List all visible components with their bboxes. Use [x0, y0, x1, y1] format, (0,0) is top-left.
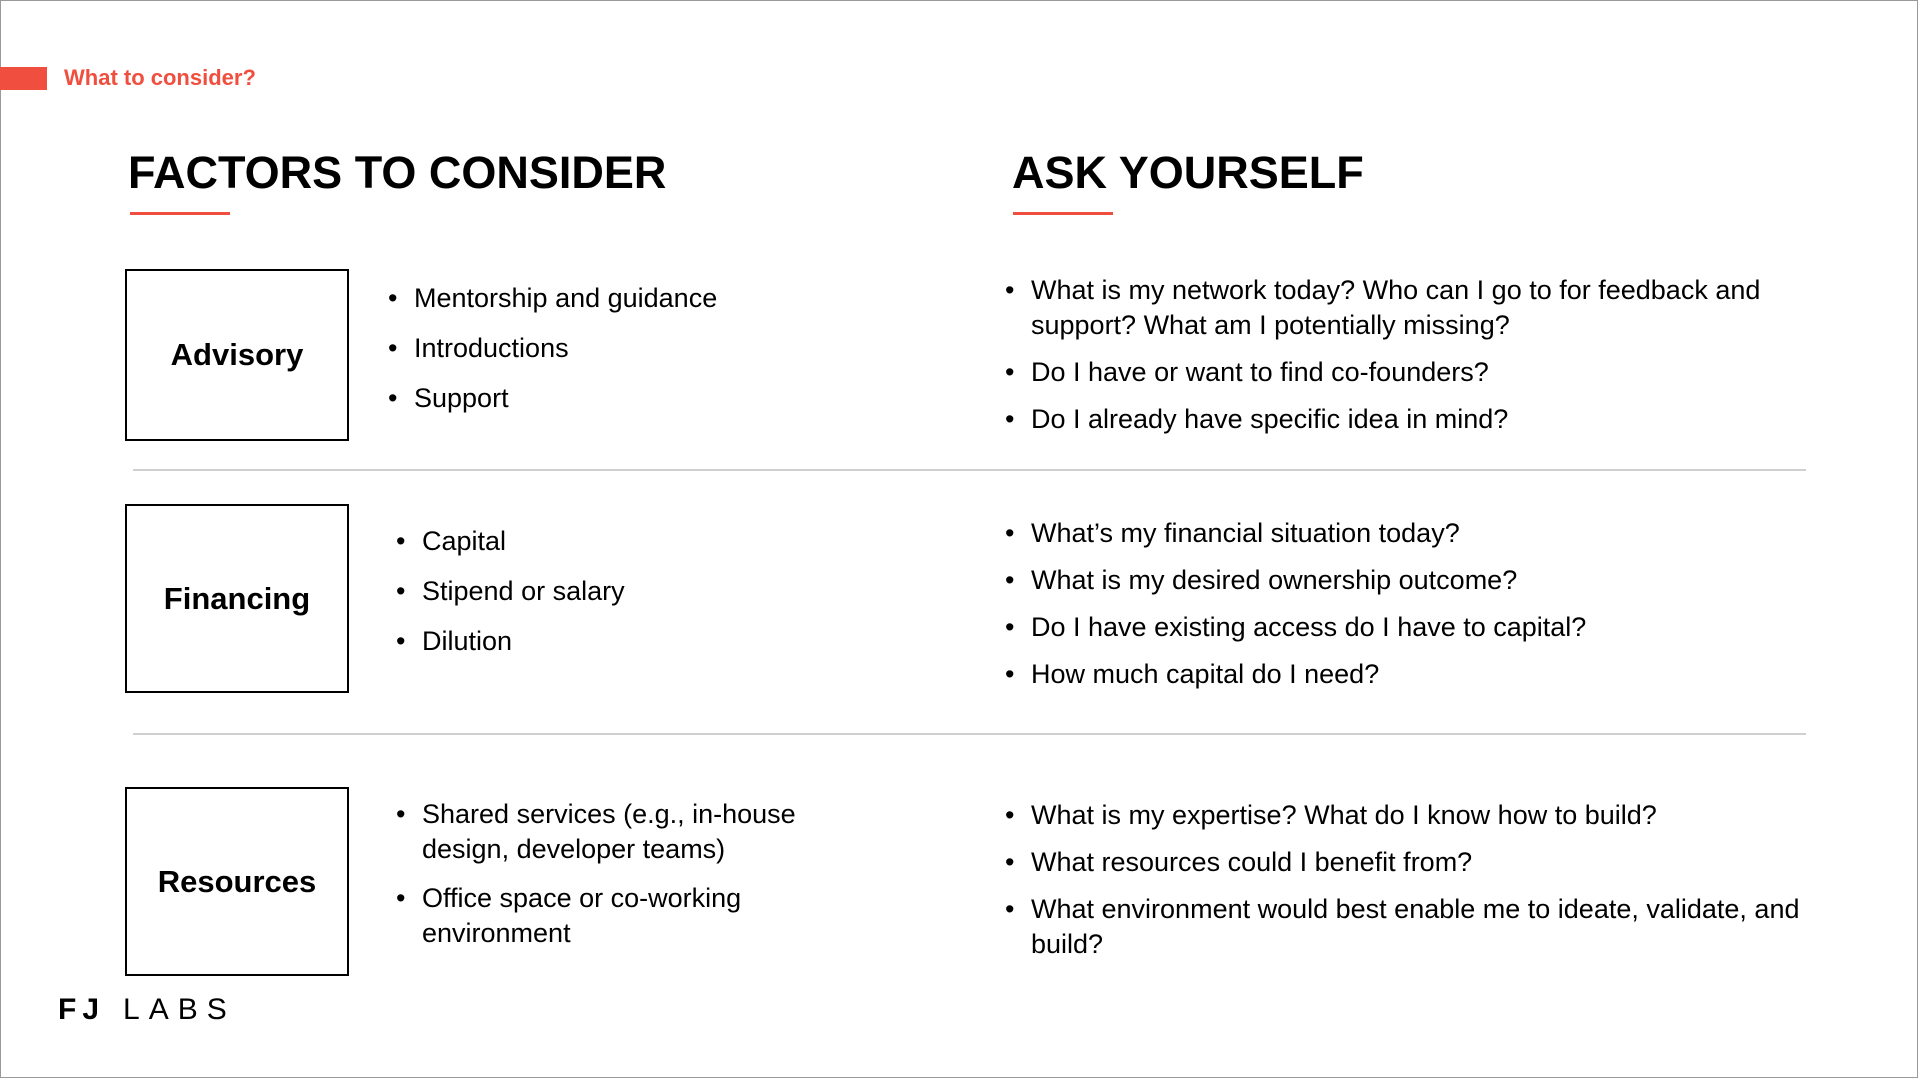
resources-questions-list	[1005, 798, 1805, 974]
list-item: • Mentorship and guidance	[388, 281, 717, 316]
section-tag-bar	[0, 67, 47, 90]
logo-fj: FJ	[58, 993, 106, 1026]
section-tag-label: What to consider?	[64, 65, 256, 90]
list-item: • What environment would best enable me to ideate, validate, and build?	[1005, 892, 1805, 962]
logo-labs: LABS	[123, 993, 236, 1026]
list-item: • What’s my financial situation today?	[1005, 516, 1805, 551]
list-item: • Support	[388, 381, 717, 416]
advisory-questions-list	[1005, 273, 1805, 449]
list-item: • Capital	[396, 524, 625, 559]
list-item: • Stipend or salary	[396, 574, 625, 609]
financing-questions-list	[1005, 516, 1805, 704]
list-item: • What is my desired ownership outcome?	[1005, 563, 1805, 598]
factors-heading-underline	[130, 212, 230, 215]
list-item: • What is my network today? Who can I go to for feedback and support? What am I potentially missing?	[1005, 273, 1805, 343]
factor-box-resources	[125, 787, 349, 976]
factor-box-financing	[125, 504, 349, 693]
list-item: • Do I have existing access do I have to capital?	[1005, 610, 1805, 645]
list-item: • Office space or co-working environment	[396, 881, 856, 951]
ask-yourself-heading-underline	[1013, 212, 1113, 215]
financing-considerations-list	[396, 524, 625, 674]
factor-label: Resources	[157, 863, 317, 899]
factor-box-advisory	[125, 269, 349, 441]
row-divider	[133, 733, 1806, 735]
list-item: • What is my expertise? What do I know how to build?	[1005, 798, 1805, 833]
factor-label: Advisory	[170, 337, 304, 372]
resources-considerations-list	[396, 797, 856, 965]
list-item: • Do I have or want to find co-founders?	[1005, 355, 1805, 390]
list-item: • Introductions	[388, 331, 717, 366]
factor-label: Financing	[163, 580, 311, 616]
section-tag	[0, 66, 256, 90]
factors-heading: FACTORS TO CONSIDER	[128, 147, 667, 198]
list-item: • Dilution	[396, 624, 625, 659]
list-item: • What resources could I benefit from?	[1005, 845, 1805, 880]
ask-yourself-heading: ASK YOURSELF	[1012, 147, 1364, 198]
row-divider	[133, 469, 1806, 471]
fj-labs-logo	[58, 993, 236, 1027]
list-item: • How much capital do I need?	[1005, 657, 1805, 692]
list-item: • Shared services (e.g., in-house design, developer teams)	[396, 797, 856, 867]
list-item: • Do I already have specific idea in mind?	[1005, 402, 1805, 437]
advisory-considerations-list	[388, 281, 717, 431]
